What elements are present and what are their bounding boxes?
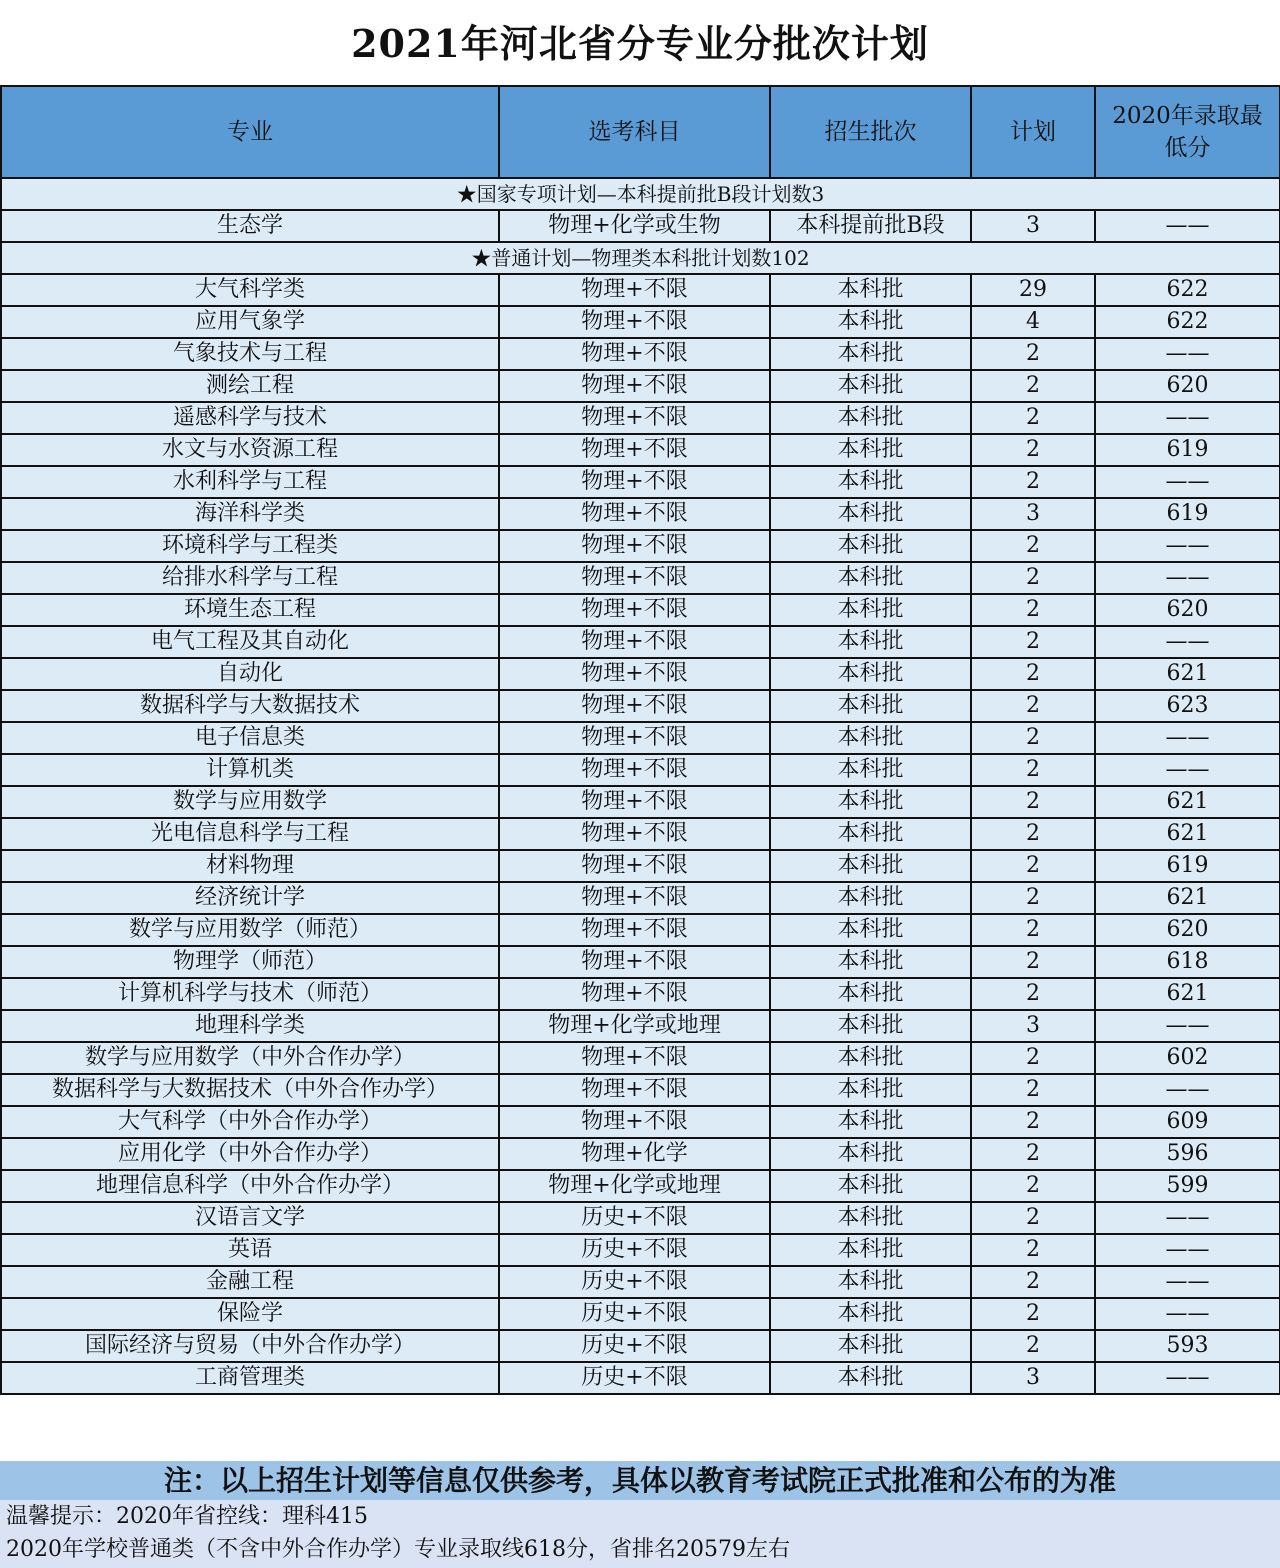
cell-batch: 本科批 [770, 754, 971, 786]
cell-plan: 2 [971, 370, 1095, 402]
cell-plan: 2 [971, 978, 1095, 1010]
cell-batch: 本科批 [770, 850, 971, 882]
table-row [1, 306, 1280, 338]
cell-min-score: 619 [1095, 498, 1280, 530]
table-row [1, 754, 1280, 786]
table-row [1, 370, 1280, 402]
cell-major: 地理信息科学（中外合作办学） [1, 1170, 499, 1202]
table-row [1, 626, 1280, 658]
cell-min-score: 621 [1095, 658, 1280, 690]
cell-subjects: 物理+化学或地理 [499, 1010, 770, 1042]
table-row [1, 466, 1280, 498]
cell-subjects: 物理+不限 [499, 1074, 770, 1106]
cell-min-score: 609 [1095, 1106, 1280, 1138]
cell-min-score: —— [1095, 1234, 1280, 1266]
cell-batch: 本科批 [770, 1106, 971, 1138]
tip-line-control-score: 温馨提示：2020年省控线：理科415 [6, 1504, 368, 1529]
cell-major: 英语 [1, 1234, 499, 1266]
cell-batch: 本科批 [770, 530, 971, 562]
header-batch: 招生批次 [770, 86, 971, 178]
cell-batch: 本科批 [770, 914, 971, 946]
tips-panel [0, 1500, 1280, 1568]
cell-min-score: —— [1095, 1074, 1280, 1106]
cell-plan: 2 [971, 690, 1095, 722]
cell-major: 大气科学类 [1, 274, 499, 306]
header-subjects: 选考科目 [499, 86, 770, 178]
cell-min-score: —— [1095, 626, 1280, 658]
cell-major: 数据科学与大数据技术（中外合作办学） [1, 1074, 499, 1106]
table-row [1, 818, 1280, 850]
cell-plan: 2 [971, 722, 1095, 754]
cell-min-score: 620 [1095, 594, 1280, 626]
cell-subjects: 历史+不限 [499, 1202, 770, 1234]
cell-min-score: 602 [1095, 1042, 1280, 1074]
cell-batch: 本科批 [770, 1042, 971, 1074]
cell-subjects: 物理+不限 [499, 562, 770, 594]
cell-batch: 本科批 [770, 306, 971, 338]
cell-subjects: 物理+不限 [499, 370, 770, 402]
cell-plan: 2 [971, 1330, 1095, 1362]
table-row [1, 850, 1280, 882]
cell-plan: 2 [971, 1042, 1095, 1074]
cell-plan: 2 [971, 434, 1095, 466]
cell-min-score: —— [1095, 1298, 1280, 1330]
cell-plan: 2 [971, 786, 1095, 818]
page-title: 2021年河北省分专业分批次计划 [351, 21, 929, 66]
cell-major: 给排水科学与工程 [1, 562, 499, 594]
cell-batch: 本科批 [770, 1202, 971, 1234]
cell-subjects: 物理+不限 [499, 818, 770, 850]
cell-subjects: 物理+不限 [499, 626, 770, 658]
cell-subjects: 物理+不限 [499, 754, 770, 786]
table-row [1, 1138, 1280, 1170]
cell-min-score: —— [1095, 1362, 1280, 1394]
cell-plan: 29 [971, 274, 1095, 306]
cell-major: 应用气象学 [1, 306, 499, 338]
cell-plan: 4 [971, 306, 1095, 338]
cell-major: 电子信息类 [1, 722, 499, 754]
cell-plan: 3 [971, 1362, 1095, 1394]
cell-plan: 2 [971, 1266, 1095, 1298]
cell-subjects: 物理+不限 [499, 1042, 770, 1074]
cell-batch: 本科批 [770, 658, 971, 690]
cell-major: 遥感科学与技术 [1, 402, 499, 434]
cell-batch: 本科批 [770, 882, 971, 914]
header-major: 专业 [1, 86, 499, 178]
table-row [1, 786, 1280, 818]
cell-subjects: 物理+不限 [499, 530, 770, 562]
cell-plan: 2 [971, 626, 1095, 658]
cell-batch: 本科批 [770, 466, 971, 498]
cell-batch: 本科批 [770, 1330, 971, 1362]
table-row [1, 338, 1280, 370]
table-row [1, 722, 1280, 754]
cell-subjects: 物理+不限 [499, 594, 770, 626]
cell-major: 生态学 [1, 210, 499, 242]
cell-major: 材料物理 [1, 850, 499, 882]
cell-batch: 本科批 [770, 498, 971, 530]
cell-batch: 本科批 [770, 946, 971, 978]
cell-major: 环境生态工程 [1, 594, 499, 626]
cell-major: 数据科学与大数据技术 [1, 690, 499, 722]
table-row [1, 1234, 1280, 1266]
cell-plan: 2 [971, 338, 1095, 370]
cell-major: 环境科学与工程类 [1, 530, 499, 562]
cell-major: 国际经济与贸易（中外合作办学） [1, 1330, 499, 1362]
cell-major: 电气工程及其自动化 [1, 626, 499, 658]
section-row [1, 242, 1280, 274]
cell-min-score: —— [1095, 1266, 1280, 1298]
table-row [1, 530, 1280, 562]
cell-major: 水利科学与工程 [1, 466, 499, 498]
table-row [1, 1266, 1280, 1298]
cell-min-score: 621 [1095, 786, 1280, 818]
cell-major: 数学与应用数学 [1, 786, 499, 818]
cell-major: 应用化学（中外合作办学） [1, 1138, 499, 1170]
cell-min-score: 621 [1095, 882, 1280, 914]
cell-batch: 本科批 [770, 274, 971, 306]
table-row [1, 1330, 1280, 1362]
cell-plan: 2 [971, 1202, 1095, 1234]
cell-plan: 2 [971, 658, 1095, 690]
cell-plan: 2 [971, 1074, 1095, 1106]
section-label: ★普通计划—物理类本科批计划数102 [1, 242, 1280, 274]
cell-subjects: 物理+不限 [499, 786, 770, 818]
cell-batch: 本科批 [770, 690, 971, 722]
section-row [1, 178, 1280, 210]
cell-major: 工商管理类 [1, 1362, 499, 1394]
table-row [1, 1170, 1280, 1202]
cell-min-score: —— [1095, 338, 1280, 370]
cell-major: 水文与水资源工程 [1, 434, 499, 466]
cell-min-score: 621 [1095, 818, 1280, 850]
cell-subjects: 物理+不限 [499, 1106, 770, 1138]
table-row [1, 946, 1280, 978]
cell-batch: 本科批 [770, 594, 971, 626]
table-row [1, 1042, 1280, 1074]
cell-subjects: 物理+不限 [499, 722, 770, 754]
cell-subjects: 物理+不限 [499, 466, 770, 498]
cell-major: 数学与应用数学（师范） [1, 914, 499, 946]
cell-batch: 本科批 [770, 1074, 971, 1106]
cell-min-score: —— [1095, 1010, 1280, 1042]
cell-min-score: —— [1095, 402, 1280, 434]
cell-batch: 本科批 [770, 786, 971, 818]
cell-plan: 2 [971, 530, 1095, 562]
cell-min-score: 623 [1095, 690, 1280, 722]
cell-subjects: 历史+不限 [499, 1234, 770, 1266]
table-row [1, 498, 1280, 530]
cell-subjects: 物理+不限 [499, 946, 770, 978]
cell-major: 气象技术与工程 [1, 338, 499, 370]
cell-plan: 3 [971, 1010, 1095, 1042]
table-row [1, 1074, 1280, 1106]
cell-subjects: 物理+不限 [499, 498, 770, 530]
cell-subjects: 物理+不限 [499, 306, 770, 338]
cell-min-score: —— [1095, 1202, 1280, 1234]
table-row [1, 1106, 1280, 1138]
cell-min-score: 619 [1095, 850, 1280, 882]
cell-subjects: 物理+不限 [499, 882, 770, 914]
cell-major: 保险学 [1, 1298, 499, 1330]
table-row [1, 882, 1280, 914]
cell-subjects: 物理+不限 [499, 274, 770, 306]
cell-plan: 3 [971, 498, 1095, 530]
cell-major: 光电信息科学与工程 [1, 818, 499, 850]
cell-plan: 2 [971, 818, 1095, 850]
cell-batch: 本科批 [770, 818, 971, 850]
cell-min-score: —— [1095, 722, 1280, 754]
cell-plan: 2 [971, 1234, 1095, 1266]
cell-min-score: 620 [1095, 370, 1280, 402]
section-label: ★国家专项计划—本科提前批B段计划数3 [1, 178, 1280, 210]
cell-plan: 2 [971, 754, 1095, 786]
cell-subjects: 历史+不限 [499, 1298, 770, 1330]
cell-batch: 本科批 [770, 978, 971, 1010]
cell-plan: 2 [971, 1170, 1095, 1202]
table-row [1, 690, 1280, 722]
table-row [1, 658, 1280, 690]
table-row [1, 1202, 1280, 1234]
cell-subjects: 历史+不限 [499, 1266, 770, 1298]
cell-subjects: 物理+不限 [499, 850, 770, 882]
cell-min-score: —— [1095, 466, 1280, 498]
cell-plan: 2 [971, 850, 1095, 882]
cell-major: 数学与应用数学（中外合作办学） [1, 1042, 499, 1074]
table-row [1, 1010, 1280, 1042]
cell-batch: 本科提前批B段 [770, 210, 971, 242]
cell-min-score: 599 [1095, 1170, 1280, 1202]
cell-subjects: 物理+化学 [499, 1138, 770, 1170]
cell-batch: 本科批 [770, 370, 971, 402]
cell-major: 海洋科学类 [1, 498, 499, 530]
cell-min-score: —— [1095, 754, 1280, 786]
cell-major: 大气科学（中外合作办学） [1, 1106, 499, 1138]
cell-min-score: 596 [1095, 1138, 1280, 1170]
cell-subjects: 物理+不限 [499, 690, 770, 722]
cell-batch: 本科批 [770, 1170, 971, 1202]
cell-plan: 2 [971, 946, 1095, 978]
cell-min-score: —— [1095, 562, 1280, 594]
cell-subjects: 物理+不限 [499, 434, 770, 466]
cell-plan: 2 [971, 466, 1095, 498]
cell-subjects: 物理+不限 [499, 338, 770, 370]
cell-plan: 3 [971, 210, 1095, 242]
cell-major: 测绘工程 [1, 370, 499, 402]
cell-major: 物理学（师范） [1, 946, 499, 978]
cell-plan: 2 [971, 1106, 1095, 1138]
table-row [1, 594, 1280, 626]
cell-plan: 2 [971, 402, 1095, 434]
table-row [1, 434, 1280, 466]
cell-plan: 2 [971, 1298, 1095, 1330]
cell-min-score: —— [1095, 210, 1280, 242]
cell-subjects: 物理+不限 [499, 402, 770, 434]
cell-subjects: 物理+不限 [499, 978, 770, 1010]
table-row [1, 1298, 1280, 1330]
disclaimer-note: 注：以上招生计划等信息仅供参考，具体以教育考试院正式批准和公布的为准 [0, 1461, 1280, 1500]
cell-min-score: 622 [1095, 306, 1280, 338]
cell-min-score: 620 [1095, 914, 1280, 946]
cell-plan: 2 [971, 562, 1095, 594]
admission-plan-table [0, 85, 1280, 1395]
cell-batch: 本科批 [770, 1362, 971, 1394]
cell-batch: 本科批 [770, 1234, 971, 1266]
cell-subjects: 物理+化学或生物 [499, 210, 770, 242]
cell-batch: 本科批 [770, 722, 971, 754]
cell-major: 自动化 [1, 658, 499, 690]
cell-plan: 2 [971, 594, 1095, 626]
header-min-score [1095, 86, 1280, 178]
cell-subjects: 物理+化学或地理 [499, 1170, 770, 1202]
cell-batch: 本科批 [770, 338, 971, 370]
table-row [1, 402, 1280, 434]
table-row [1, 1362, 1280, 1394]
header-plan: 计划 [971, 86, 1095, 178]
cell-min-score: 619 [1095, 434, 1280, 466]
table-row [1, 914, 1280, 946]
cell-plan: 2 [971, 914, 1095, 946]
cell-major: 计算机科学与技术（师范） [1, 978, 499, 1010]
table-row [1, 978, 1280, 1010]
cell-min-score: 618 [1095, 946, 1280, 978]
cell-subjects: 物理+不限 [499, 914, 770, 946]
cell-batch: 本科批 [770, 1138, 971, 1170]
table-header-row [1, 86, 1280, 178]
cell-major: 地理科学类 [1, 1010, 499, 1042]
table-row [1, 274, 1280, 306]
cell-plan: 2 [971, 882, 1095, 914]
cell-batch: 本科批 [770, 402, 971, 434]
tip-line-school-score: 2020年学校普通类（不含中外合作办学）专业录取线618分，省排名20579左右 [6, 1537, 790, 1562]
cell-major: 经济统计学 [1, 882, 499, 914]
cell-subjects: 历史+不限 [499, 1330, 770, 1362]
cell-batch: 本科批 [770, 1010, 971, 1042]
cell-major: 计算机类 [1, 754, 499, 786]
cell-subjects: 历史+不限 [499, 1362, 770, 1394]
cell-min-score: 621 [1095, 978, 1280, 1010]
table-row [1, 210, 1280, 242]
cell-batch: 本科批 [770, 1298, 971, 1330]
cell-plan: 2 [971, 1138, 1095, 1170]
cell-subjects: 物理+不限 [499, 658, 770, 690]
table-row [1, 562, 1280, 594]
header-min-score-label: 2020年录取最低分 [1112, 103, 1263, 161]
cell-major: 金融工程 [1, 1266, 499, 1298]
cell-batch: 本科批 [770, 562, 971, 594]
table-body [1, 178, 1280, 1394]
cell-min-score: 593 [1095, 1330, 1280, 1362]
cell-batch: 本科批 [770, 626, 971, 658]
cell-batch: 本科批 [770, 434, 971, 466]
cell-major: 汉语言文学 [1, 1202, 499, 1234]
cell-batch: 本科批 [770, 1266, 971, 1298]
cell-min-score: 622 [1095, 274, 1280, 306]
cell-min-score: —— [1095, 530, 1280, 562]
